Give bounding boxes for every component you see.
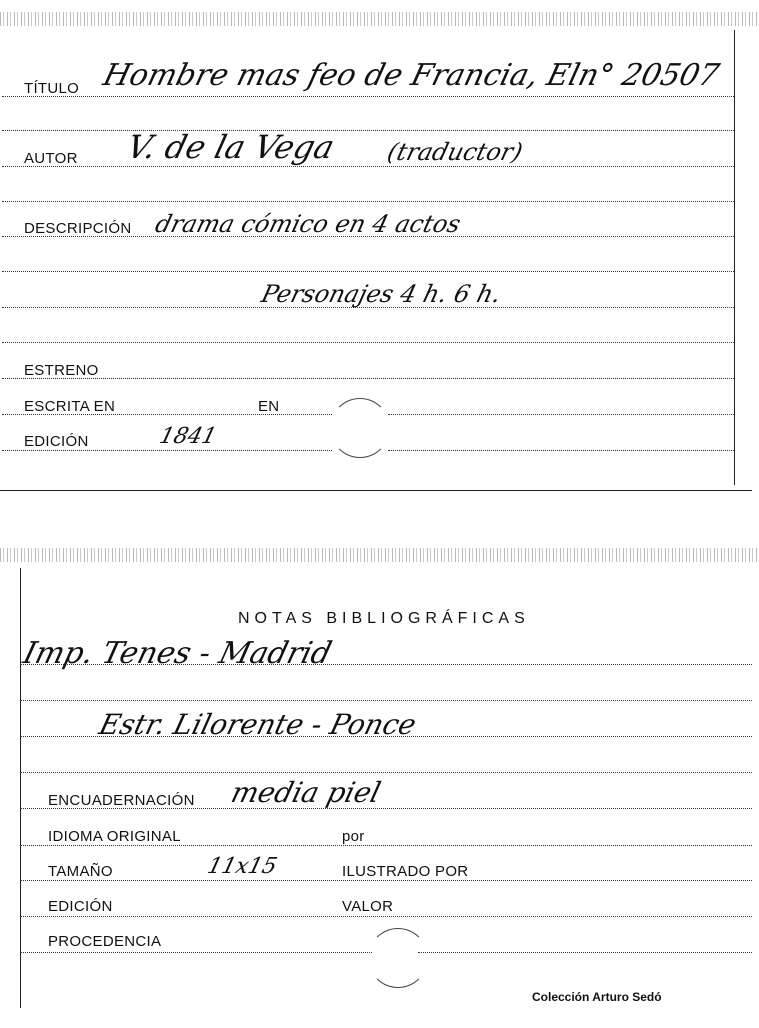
note-line-2: Estr. Lilorente - Ponce [95, 708, 420, 741]
card-bottom-edge [0, 490, 752, 491]
autor-label: AUTOR [24, 150, 78, 167]
rule-line [20, 880, 752, 881]
autor-value: V. de la Vega [123, 128, 339, 166]
rule-line [388, 450, 734, 451]
estreno-label: ESTRENO [24, 362, 99, 379]
scan-noise-top [0, 12, 759, 26]
en-label: EN [258, 398, 280, 415]
valor-label: VALOR [342, 898, 394, 915]
note-line-1: Imp. Tenes - Madrid [19, 636, 336, 671]
tamano-value: 11x15 [204, 854, 280, 879]
catalog-card-top [0, 0, 759, 495]
edicion-value: 1841 [156, 424, 220, 449]
escrita-en-label: ESCRITA EN [24, 398, 116, 415]
rule-line [418, 952, 752, 953]
rule-line [2, 130, 734, 131]
punch-hole-circle [368, 928, 428, 988]
procedencia-label: PROCEDENCIA [48, 933, 162, 950]
por-label: por [342, 828, 365, 845]
titulo-value: Hombre mas feo de Francia, Eln° 20507 [99, 58, 723, 93]
rule-line [20, 952, 372, 953]
encuadernacion-label: ENCUADERNACIÓN [48, 792, 195, 809]
rule-line [2, 450, 332, 451]
edicion-label: EDICIÓN [48, 898, 113, 915]
rule-line [2, 378, 734, 379]
tamano-label: TAMAÑO [48, 863, 113, 880]
descripcion-label: DESCRIPCIÓN [24, 220, 132, 237]
rule-line [2, 166, 734, 167]
idioma-original-label: IDIOMA ORIGINAL [48, 828, 181, 845]
notas-heading: NOTAS BIBLIOGRÁFICAS [238, 610, 530, 627]
rule-line [2, 96, 734, 97]
encuadernacion-value: media piel [227, 776, 385, 809]
titulo-label: TÍTULO [24, 80, 80, 97]
rule-line [20, 772, 752, 773]
rule-line [20, 845, 752, 846]
ilustrado-por-label: ILUSTRADO POR [342, 863, 469, 880]
punch-hole-circle [330, 398, 390, 458]
scan-noise-bottom [0, 548, 759, 562]
card-left-border [20, 568, 21, 1008]
rule-line [2, 342, 734, 343]
edicion-label: EDICIÓN [24, 433, 89, 450]
catalog-card-bottom [0, 540, 759, 1028]
rule-line [2, 201, 734, 202]
card-right-border [734, 30, 735, 485]
rule-line [20, 700, 752, 701]
rule-line [2, 271, 734, 272]
rule-line [388, 414, 734, 415]
autor-note: (traductor) [384, 138, 526, 166]
collection-credit: Colección Arturo Sedó [532, 990, 662, 1004]
personajes-value: Personajes 4 h. 6 h. [258, 280, 504, 308]
descripcion-value: drama cómico en 4 actos [152, 210, 464, 238]
rule-line [20, 916, 752, 917]
